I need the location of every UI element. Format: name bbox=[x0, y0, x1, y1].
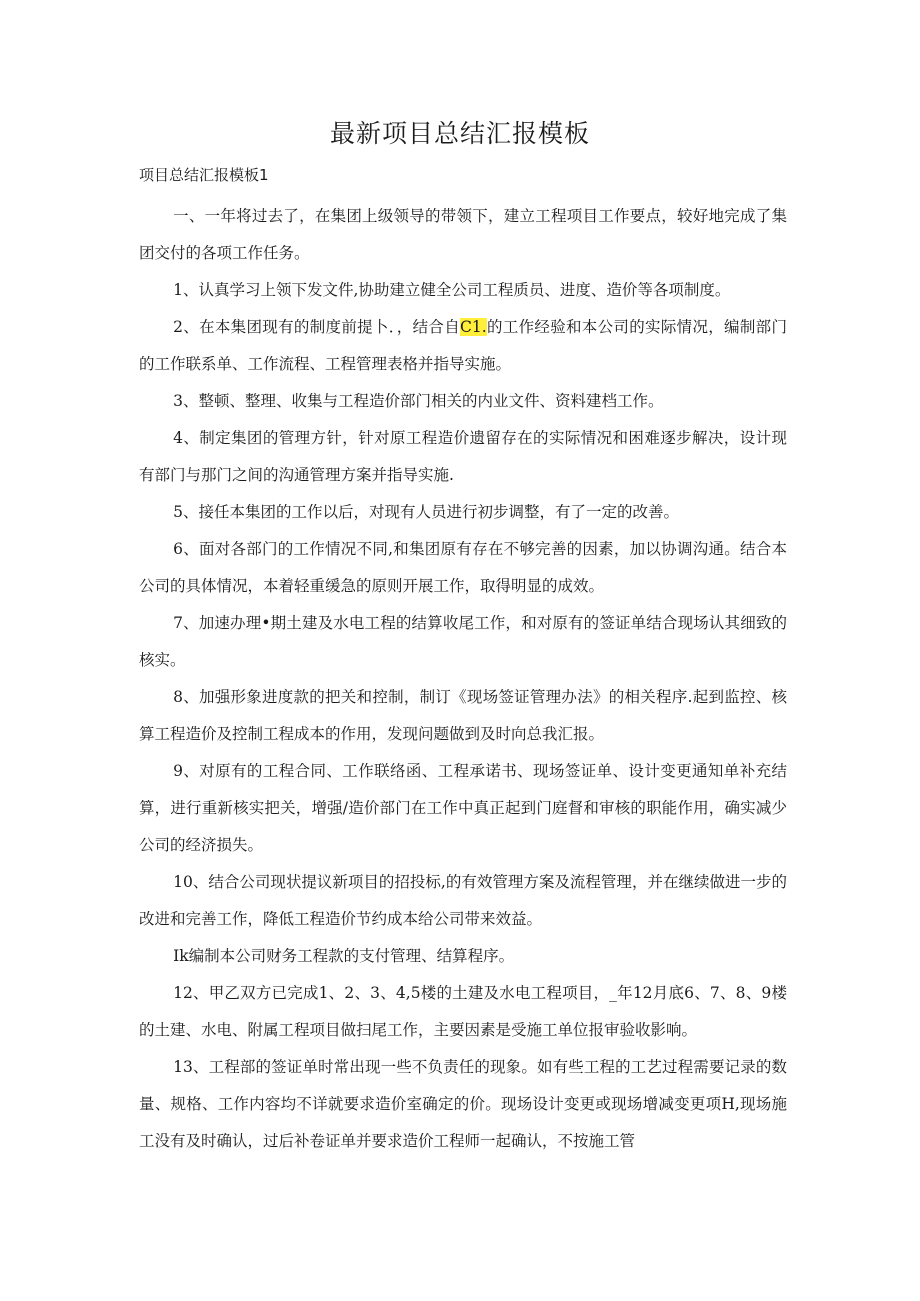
paragraph-item-10: 10、结合公司现状提议新项目的招投标,的有效管理方案及流程管理，并在继续做进一步的改进和完善工作，降低工程造价节约成本给公司带来效益。 bbox=[139, 873, 787, 928]
paragraph-item-2 bbox=[139, 309, 787, 383]
paragraph-item-3: 3、整顿、整理、收集与工程造价部门相关的内业文件、资料建档工作。 bbox=[173, 392, 664, 410]
paragraph-item-1: 1、认真学习上领下发文件,协助建立健全公司工程质员、进度、造价等各项制度。 bbox=[173, 281, 731, 299]
paragraph-intro: 一、一年将过去了，在集团上级领导的带领下，建立工程项目工作要点，较好地完成了集团交付的各项工作任务。 bbox=[139, 207, 787, 262]
document-subtitle: 项目总结汇报模板1 bbox=[139, 166, 269, 184]
paragraph-item-9: 9、对原有的工程合同、工作联络函、工程承诺书、现场签证单、设计变更通知单补充结算，进行重新核实把关，增强/造价部门在工作中真正起到门庭督和审核的职能作用，确实减少公司的经济损失。 bbox=[139, 762, 787, 854]
highlighted-text: C1. bbox=[460, 318, 487, 336]
paragraph-item-13: 13、工程部的签证单时常出现一些不负责任的现象。如有些工程的工艺过程需要记录的数量、规格、工作内容均不详就要求造价室确定的价。现场设计变更或现场增减变更项H,现场施工没有及时确认，过后补卷证单并要求造价工程师一起确认，不按施工管 bbox=[139, 1058, 787, 1150]
paragraph-item-11: Ik编制本公司财务工程款的支付管理、结算程序。 bbox=[173, 947, 515, 965]
paragraph-item-2-before: 2、在本集团现有的制度前提卜．，结合自 bbox=[173, 318, 461, 336]
paragraph-item-6: 6、面对各部门的工作情况不同,和集团原有存在不够完善的因素，加以协调沟通。结合本公司的具体情况，本着轻重缓急的原则开展工作，取得明显的成效。 bbox=[139, 540, 787, 595]
paragraph-item-8: 8、加强形象进度款的把关和控制，制订《现场签证管理办法》的相关程序.起到监控、核算工程造价及控制工程成本的作用，发现问题做到及时向总我汇报。 bbox=[139, 688, 787, 743]
paragraph-item-12: 12、甲乙双方已完成1、2、3、4,5楼的土建及水电工程项目，_年12月底6、7、8、9楼的土建、水电、附属工程项目做扫尾工作，主要因素是受施工单位报审验收影响。 bbox=[139, 984, 787, 1039]
paragraph-item-4: 4、制定集团的管理方针，针对原工程造价遗留存在的实际情况和困难逐步解决，设计现有部门与那门之间的沟通管理方案并指导实施. bbox=[139, 429, 787, 484]
document-body bbox=[139, 198, 787, 1160]
paragraph-item-2-after: 的工作经验和本公司的实际情况，编制部门的工作联系单、工作流程、工程管理表格并指导实施。 bbox=[139, 318, 787, 373]
paragraph-item-7: 7、加速办理•期土建及水电工程的结算收尾工作，和对原有的签证单结合现场认其细致的核实。 bbox=[139, 614, 787, 669]
document-title: 最新项目总结汇报模板 bbox=[329, 119, 590, 148]
paragraph-item-5: 5、接任本集团的工作以后，对现有人员进行初步调整，有了一定的改善。 bbox=[173, 503, 679, 521]
